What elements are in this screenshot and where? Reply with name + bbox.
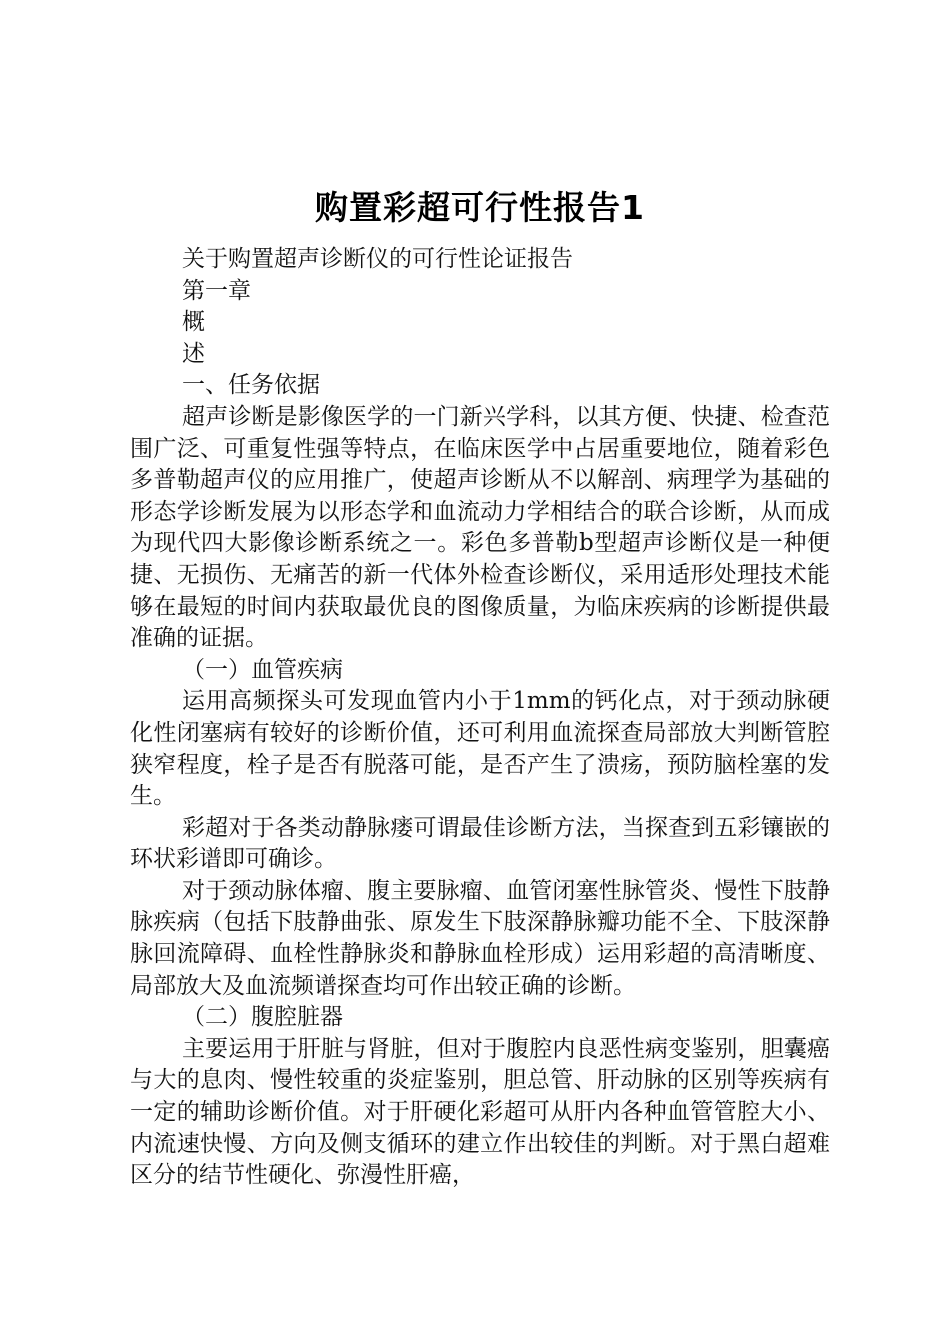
document-title: 购置彩超可行性报告1 [315,188,645,227]
paragraph-vascular-3: 对于颈动脉体瘤、腹主要脉瘤、血管闭塞性脉管炎、慢性下肢静脉疾病（包括下肢静曲张、原发生下肢深静脉瓣功能不全、下肢深静脉回流障碍、血栓性静脉炎和静脉血栓形成）运用彩超的高清晰度、局部放大及血流频谱探查均可作出较正确的诊断。 [130,877,830,999]
report-subtitle: 关于购置超声诊断仪的可行性论证报告 [182,246,573,272]
chapter-heading: 第一章 [182,277,251,304]
paragraph-abdominal-1: 主要运用于肝脏与肾脏，但对于腹腔内良恶性病变鉴别，胆囊癌与大的息肉、慢性较重的炎症鉴别，胆总管、肝动脉的区别等疾病有一定的辅助诊断价值。对于肝硬化彩超可从肝内各种血管管腔大小、内流速快慢、方向及侧支循环的建立作出较佳的判断。对于黑白超难区分的结节性硬化、弥漫性肝癌， [130,1035,830,1189]
chapter-title-part-1: 概 [182,309,205,336]
chapter-title-part-2: 述 [182,340,205,367]
section-heading-basis: 一、任务依据 [182,372,320,399]
subsection-heading-abdominal: （二）腹腔脏器 [182,1004,343,1031]
subsection-heading-vascular: （一）血管疾病 [182,656,343,683]
paragraph-vascular-2: 彩超对于各类动静脉瘘可谓最佳诊断方法，当探查到五彩镶嵌的环状彩谱即可确诊。 [130,814,830,873]
document-body [130,182,830,1192]
paragraph-intro: 超声诊断是影像医学的一门新兴学科，以其方便、快捷、检查范围广泛、可重复性强等特点，在临床医学中占居重要地位，随着彩色多普勒超声仪的应用推广，使超声诊断从不以解剖、病理学为基础的形态学诊断发展为以形态学和血流动力学相结合的联合诊断，从而成为现代四大影像诊断系统之一。彩色多普勒b型超声诊断仪是一种便捷、无损伤、无痛苦的新一代体外检查诊断仪，采用适形处理技术能够在最短的时间内获取最优良的图像质量，为临床疾病的诊断提供最准确的证据。 [130,403,830,652]
paragraph-vascular-1: 运用高频探头可发现血管内小于1mm的钙化点，对于颈动脉硬化性闭塞病有较好的诊断价值，还可利用血流探查局部放大判断管腔狭窄程度，栓子是否有脱落可能，是否产生了溃疡，预防脑栓塞的发生。 [130,688,830,810]
